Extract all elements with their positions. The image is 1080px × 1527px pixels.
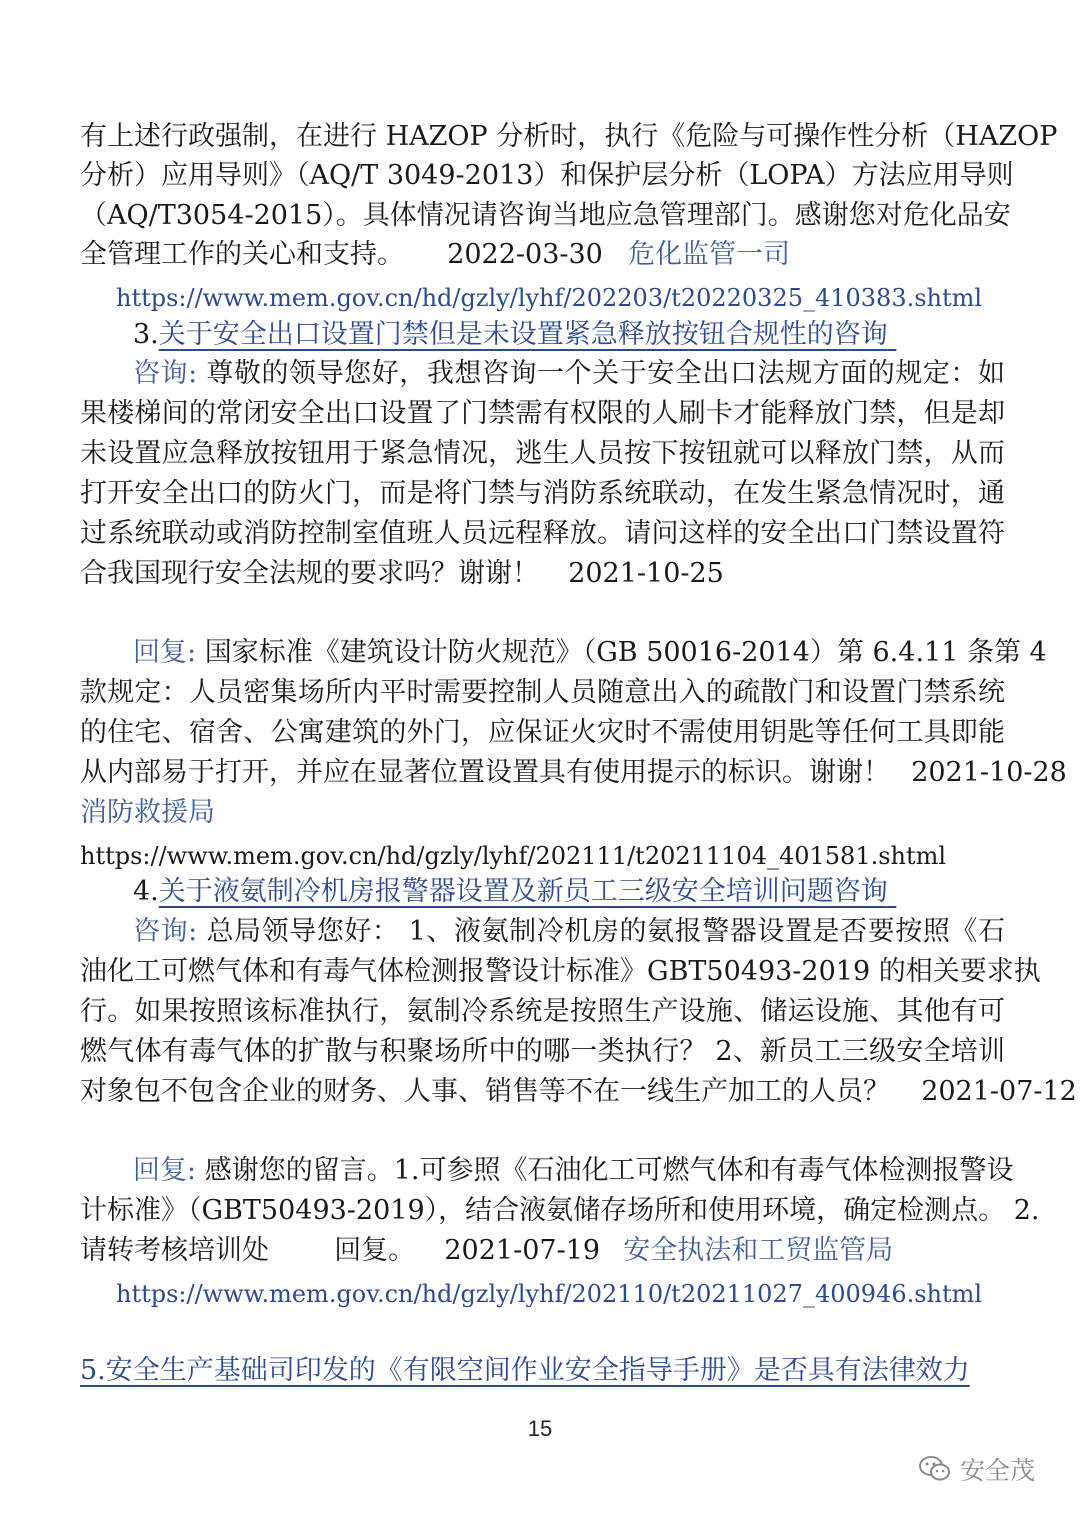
question-line	[80, 1073, 1077, 1111]
consult-label: 咨询:	[133, 358, 198, 389]
consult-label: 咨询:	[133, 916, 198, 947]
question-text: 合我国现行安全法规的要求吗？谢谢！	[80, 558, 539, 589]
body-line	[80, 236, 1005, 274]
reply-date: 2021-10-28	[911, 757, 1067, 788]
reply-line: 的住宅、宿舍、公寓建筑的外门，应保证火灾时不需使用钥匙等任何工具即能	[80, 717, 1005, 748]
question-line: 打开安全出口的防火门，而是将门禁与消防系统联动，在发生紧急情况时，通	[80, 478, 1005, 509]
body-line: 有上述行政强制，在进行 HAZOP 分析时，执行《危险与可操作性分析（HAZOP	[80, 121, 1058, 152]
question-line	[133, 355, 1005, 393]
heading-link[interactable]: 关于液氨制冷机房报警器设置及新员工三级安全培训问题咨询	[158, 876, 888, 907]
heading-link[interactable]: 关于安全出口设置门禁但是未设置紧急释放按钮合规性的咨询	[158, 319, 888, 350]
question-text: 尊敬的领导您好，我想咨询一个关于安全出口法规方面的规定：如	[206, 358, 1005, 389]
reply-text: 国家标准《建筑设计防火规范》（GB 50016-2014）第 6.4.11 条第 4	[204, 637, 1047, 668]
source-url-link[interactable]: https://www.mem.gov.cn/hd/gzly/lyhf/202111/t20211104_401581.shtml	[80, 842, 947, 870]
question-line: 过系统联动或消防控制室值班人员远程释放。请问这样的安全出口门禁设置符	[80, 518, 1005, 549]
department-label: 安全执法和工贸监管局	[623, 1235, 894, 1266]
reply-label: 回复:	[133, 1155, 197, 1186]
heading-number: 4.	[133, 876, 159, 907]
body-line: 分析）应用导则》（AQ/T 3049-2013）和保护层分析（LOPA）方法应用导则	[80, 160, 1014, 191]
reply-line	[80, 1232, 1005, 1270]
body-text: 全管理工作的关心和支持。	[80, 239, 404, 270]
wechat-icon	[918, 1454, 952, 1484]
question-text: 总局领导您好： 1、液氨制冷机房的氨报警器设置是否要按照《石	[206, 916, 1005, 947]
question-line: 果楼梯间的常闭安全出口设置了门禁需有权限的人刷卡才能释放门禁，但是却	[80, 398, 1005, 429]
heading-number: 3.	[133, 319, 159, 350]
source-url-link[interactable]: https://www.mem.gov.cn/hd/gzly/lyhf/202203/t20220325_410383.shtml	[116, 284, 983, 312]
question-date: 2021-07-12	[921, 1076, 1077, 1107]
reply-line	[133, 634, 1047, 672]
question-text: 对象包不包含企业的财务、人事、销售等不在一线生产加工的人员？	[80, 1076, 890, 1107]
answer-date: 2022-03-30	[447, 239, 603, 270]
department-label: 消防救援局	[80, 797, 215, 828]
reply-label: 回复:	[133, 637, 197, 668]
watermark-text: 安全茂	[960, 1456, 1036, 1485]
reply-text: 从内部易于打开，并应在显著位置设置具有使用提示的标识。谢谢！	[80, 757, 890, 788]
question-line: 行。如果按照该标准执行，氨制冷系统是按照生产设施、储运设施、其他有可	[80, 996, 1005, 1027]
reply-line: 计标准》（GBT50493-2019），结合液氨储存场所和使用环境，确定检测点。 2.	[80, 1195, 1040, 1226]
body-line: （AQ/T3054-2015）。具体情况请咨询当地应急管理部门。感谢您对危化品安	[80, 200, 1011, 231]
department-label: 危化监管一司	[628, 239, 791, 270]
watermark	[918, 1451, 1035, 1487]
question-date: 2021-10-25	[568, 558, 724, 589]
source-url-link[interactable]: https://www.mem.gov.cn/hd/gzly/lyhf/202110/t20211027_400946.shtml	[116, 1280, 983, 1308]
question-heading[interactable]	[133, 873, 1058, 911]
question-line: 燃气体有毒气体的扩散与积聚场所中的哪一类执行？ 2、新员工三级安全培训	[80, 1036, 1005, 1067]
reply-line: 款规定：人员密集场所内平时需要控制人员随意出入的疏散门和设置门禁系统	[80, 677, 1005, 708]
page-number: 15	[527, 1416, 553, 1441]
question-heading[interactable]	[133, 316, 1058, 354]
question-heading-link[interactable]: 5.安全生产基础司印发的《有限空间作业安全指导手册》是否具有法律效力	[80, 1355, 970, 1386]
reply-date: 2021-07-19	[444, 1235, 601, 1266]
question-line	[80, 555, 1005, 593]
reply-text: 回复。	[334, 1235, 416, 1266]
reply-line	[80, 754, 1067, 792]
question-line: 油化工可燃气体和有毒气体检测报警设计标准》GBT50493-2019 的相关要求执	[80, 956, 1041, 987]
question-line: 未设置应急释放按钮用于紧急情况，逃生人员按下按钮就可以释放门禁，从而	[80, 438, 1005, 469]
reply-text: 请转考核培训处	[80, 1235, 269, 1266]
question-line	[133, 913, 1005, 951]
reply-text: 感谢您的留言。1.可参照《石油化工可燃气体和有毒气体检测报警设	[204, 1155, 1014, 1186]
reply-line	[133, 1152, 1014, 1190]
